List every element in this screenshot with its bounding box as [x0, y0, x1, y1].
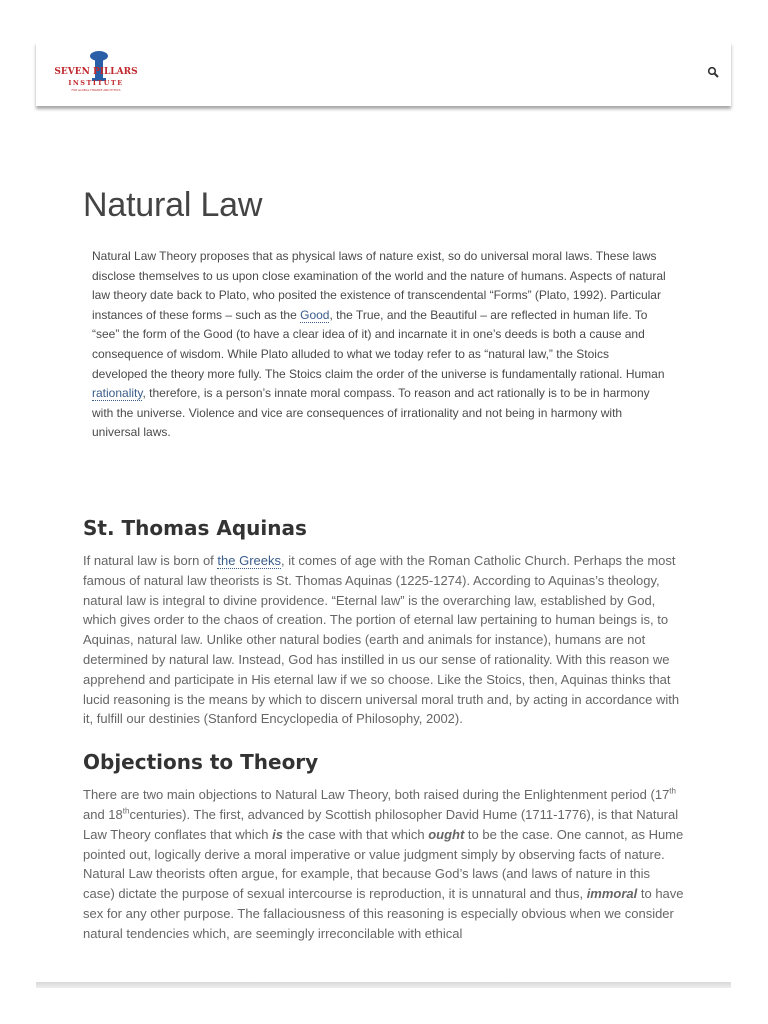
- superscript-th-1: th: [669, 786, 676, 796]
- site-logo[interactable]: [54, 49, 138, 95]
- rationality-link[interactable]: rationality: [92, 386, 143, 401]
- page-title: Natural Law: [83, 186, 263, 224]
- aquinas-text-1: If natural law is born of: [83, 552, 218, 568]
- the-greeks-link[interactable]: the Greeks: [217, 552, 281, 568]
- objections-text-6: to have sex for any other purpose. The fallaciousness of this reasoning is especially obvious when we consider natural tendencies which, are seemingly irreconcilable with ethical: [83, 886, 684, 941]
- emphasis-is: is: [272, 826, 283, 842]
- objections-text-5: to be the case. One cannot, as Hume pointed out, logically derive a moral imperative or value judgment simply by observing facts of nature. Natural Law theorists often argue, for example, that because God’s laws (and laws of nature in this case) dictate the purpose of sexual intercourse is reproduction, it is unnatural and thus,: [83, 826, 684, 902]
- bottom-divider: [36, 982, 731, 988]
- aquinas-section: [83, 551, 685, 729]
- aquinas-paragraph: [83, 551, 685, 729]
- objections-text-2: and 18: [83, 806, 123, 822]
- objections-text-3: centuries). The first, advanced by Scottish philosopher David Hume (1711-1776), is that Natural Law Theory conflates that which: [83, 806, 679, 842]
- article-content: [83, 150, 685, 943]
- heading-aquinas: St. Thomas Aquinas: [83, 515, 307, 540]
- superscript-th-2: th: [122, 806, 130, 816]
- good-link[interactable]: Good: [300, 307, 330, 322]
- intro-text-3: , therefore, is a person’s innate moral compass. To reason and act rationally is to be in harmony with the universe. Violence and vice are consequences of irrationality and not being in harmony with universal laws.: [92, 386, 650, 440]
- intro-text-2: , the True, and the Beautiful – are reflected in human life. To “see” the form of the Good (to have a clear idea of it) and incarnate it in one’s deeds is both a cause and consequence of wisdom. While Plato alluded to what we today refer to as “natural law,” the Stoics developed the theory more fully. The Stoics claim the order of the universe is fundamentally rational. Human: [92, 307, 665, 381]
- logo-line3: FOR GLOBAL FINANCE AND ETHICS: [71, 88, 121, 92]
- objections-paragraph: [83, 785, 685, 943]
- objections-text-1: There are two main objections to Natural Law Theory, both raised during the Enlightenment period (17: [83, 787, 670, 803]
- intro-paragraph: [92, 247, 667, 443]
- emphasis-ought: ought: [428, 826, 465, 842]
- site-header: [36, 42, 731, 106]
- intro-blockquote: [92, 247, 667, 443]
- logo-line1: SEVEN PILLARS: [54, 67, 138, 77]
- logo-line2: INSTITUTE: [68, 79, 124, 87]
- heading-objections: Objections to Theory: [83, 750, 319, 775]
- search-icon[interactable]: [707, 66, 721, 80]
- logo-graphic: [54, 49, 138, 95]
- objections-text-4: the case with that which: [282, 826, 429, 842]
- intro-text-1: Natural Law Theory proposes that as physical laws of nature exist, so do universal moral laws. These laws disclose themselves to us upon close examination of the world and the nature of humans. Aspects of natural law theory date back to Plato, who posited the existence of transcendental “Forms” (Plato, 1992). Particular instances of these forms – such as the: [92, 249, 666, 322]
- aquinas-text-2: , it comes of age with the Roman Catholic Church. Perhaps the most famous of natural law theorists is St. Thomas Aquinas (1225-1274). According to Aquinas’s theology, natural law is integral to divine providence. “Eternal law” is the overarching law, established by God, which gives order to the chaos of creation. The portion of eternal law pertaining to human beings is, to Aquinas, natural law. Unlike other natural bodies (earth and animals for instance), humans are not determined by natural law. Instead, God has instilled in us our sense of rationality. With this reason we apprehend and participate in His eternal law if we so choose. Like the Stoics, then, Aquinas thinks that lucid reasoning is the means by which to discern universal moral truth and, by acting in accordance with it, fulfill our destinies (Stanford Encyclopedia of Philosophy, 2002).: [83, 552, 680, 727]
- emphasis-immoral: immoral: [586, 886, 638, 902]
- objections-section: [83, 785, 685, 943]
